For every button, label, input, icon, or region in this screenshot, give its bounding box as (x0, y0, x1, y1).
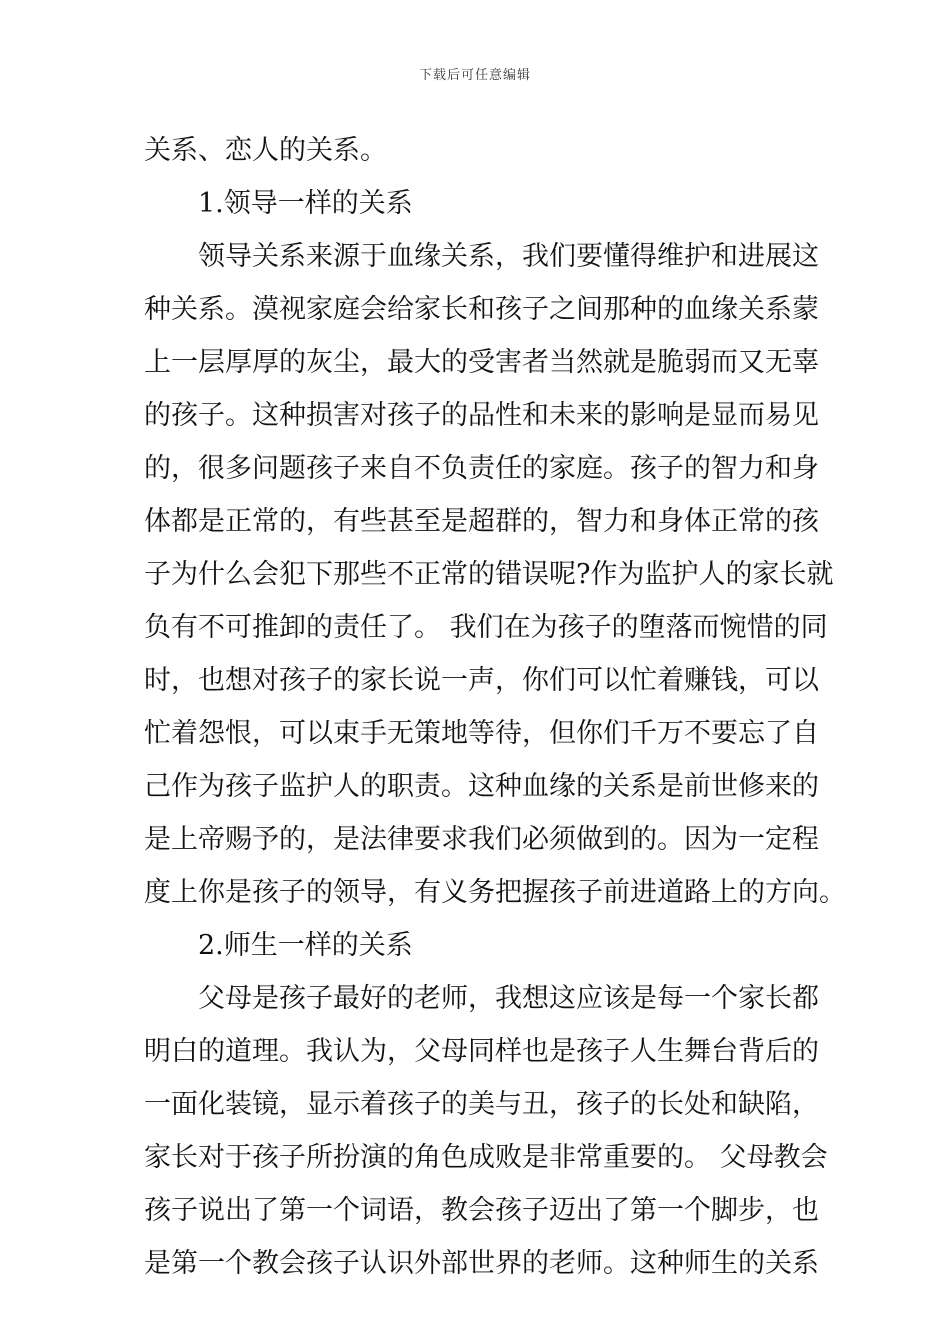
text-line: 的，很多问题孩子来自不负责任的家庭。孩子的智力和身 (144, 453, 819, 484)
text-line: 是上帝赐予的，是法律要求我们必须做到的。因为一定程 (144, 824, 819, 855)
document-body (144, 124, 846, 1290)
text-line: 领导关系来源于血缘关系，我们要懂得维护和进展这 (198, 241, 819, 272)
text-line: 时，也想对孩子的家长说一声，你们可以忙着赚钱，可以 (144, 665, 819, 696)
page-header: 下载后可任意编辑 (418, 68, 531, 83)
text-line: 己作为孩子监护人的职责。这种血缘的关系是前世修来的 (144, 771, 819, 802)
text-line: 负有不可推卸的责任了。 我们在为孩子的堕落而惋惜的同 (144, 612, 828, 643)
text-line: 明白的道理。我认为，父母同样也是孩子人生舞台背后的 (144, 1036, 819, 1067)
section-heading: 2.师生一样的关系 (198, 930, 413, 961)
text-line: 关系、恋人的关系。 (144, 135, 387, 166)
text-line: 是第一个教会孩子认识外部世界的老师。这种师生的关系 (144, 1248, 819, 1279)
text-line: 孩子说出了第一个词语，教会孩子迈出了第一个脚步，也 (144, 1195, 819, 1226)
text-line: 忙着怨恨，可以束手无策地等待，但你们千万不要忘了自 (144, 718, 819, 749)
text-line: 体都是正常的，有些甚至是超群的，智力和身体正常的孩 (144, 506, 819, 537)
text-line: 子为什么会犯下那些不正常的错误呢?作为监护人的家长就 (144, 559, 834, 590)
text-line: 种关系。漠视家庭会给家长和孩子之间那种的血缘关系蒙 (144, 294, 819, 325)
text-line: 父母是孩子最好的老师，我想这应该是每一个家长都 (198, 983, 819, 1014)
section-heading: 1.领导一样的关系 (198, 188, 413, 219)
text-line: 上一层厚厚的灰尘，最大的受害者当然就是脆弱而又无辜 (144, 347, 819, 378)
text-line: 度上你是孩子的领导，有义务把握孩子前进道路上的方向。 (144, 877, 846, 908)
text-line: 的孩子。这种损害对孩子的品性和未来的影响是显而易见 (144, 400, 819, 431)
text-line: 一面化装镜，显示着孩子的美与丑，孩子的长处和缺陷， (144, 1089, 819, 1120)
text-line: 家长对于孩子所扮演的角色成败是非常重要的。 父母教会 (144, 1142, 828, 1173)
